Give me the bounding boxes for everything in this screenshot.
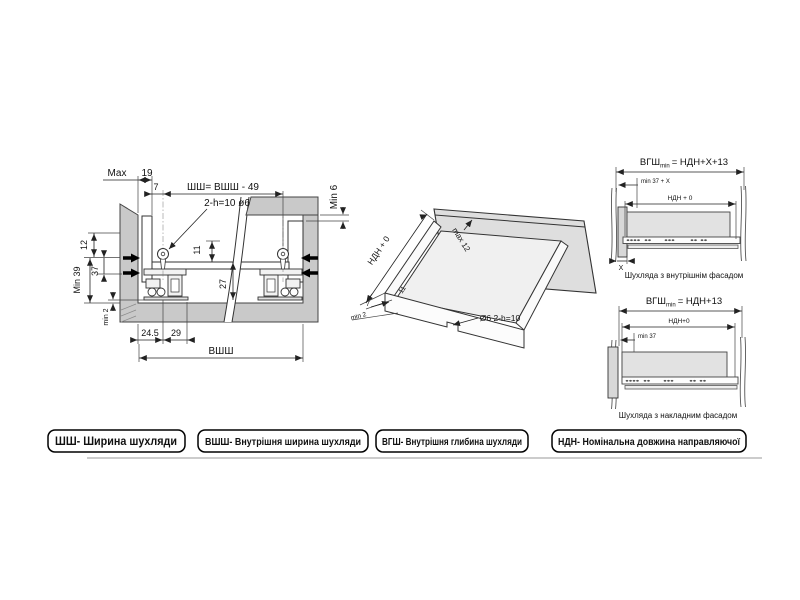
inner-facade-x: X bbox=[618, 265, 624, 272]
slide-member bbox=[628, 245, 738, 249]
inner-facade-length: НДН + 0 bbox=[667, 195, 693, 202]
legend bbox=[48, 430, 762, 458]
slide-assembly-right bbox=[258, 269, 302, 300]
holes-note: 2-h=10 ø6 bbox=[204, 198, 250, 209]
iso-dim-11: 11 bbox=[397, 285, 408, 296]
iso-dim-min2: min 2 bbox=[350, 311, 368, 322]
slide-rail bbox=[622, 377, 738, 384]
iso-length-label: НДН + 0 bbox=[365, 234, 392, 267]
drawer-body bbox=[627, 212, 730, 240]
dim-min39: Min 39 bbox=[72, 266, 82, 294]
dim-27: 27 bbox=[218, 278, 228, 290]
dim-min2: min 2 bbox=[103, 308, 110, 326]
dim-19: 19 bbox=[141, 168, 153, 179]
slide-member bbox=[625, 386, 737, 390]
cross-section-view bbox=[72, 168, 349, 362]
dim-max: Max bbox=[107, 168, 127, 179]
dim-29: 29 bbox=[170, 328, 182, 338]
inner-facade-offset: min 37 + X bbox=[641, 179, 670, 185]
legend-label-vshsh: ВШШ- Внутрішня ширина шухляди bbox=[205, 436, 361, 448]
top-panel bbox=[246, 197, 318, 215]
inner-facade-formula: $ВГШ_{min} = НДН+Х+13$ bbox=[639, 157, 729, 170]
legend-label-shsh: ШШ- Ширина шухляди bbox=[55, 436, 177, 448]
roller bbox=[148, 288, 156, 296]
overlay-facade-formula: $ВГШ_{min} = НДН+13$ bbox=[645, 296, 723, 309]
dim-37: 37 bbox=[90, 265, 100, 277]
isometric-view bbox=[350, 209, 596, 348]
slide-assembly-left bbox=[144, 269, 188, 300]
inner-facade-view bbox=[611, 157, 746, 280]
iso-holes-note: Ø6 2-h=10 bbox=[479, 313, 521, 323]
rail-holes bbox=[627, 239, 707, 241]
overlay-facade-panel bbox=[608, 347, 618, 398]
width-formula: ШШ= ВШШ - 49 bbox=[187, 182, 259, 193]
iso-dim-7: 7 bbox=[366, 301, 370, 308]
dim-11: 11 bbox=[192, 245, 202, 255]
inner-facade-caption: Шухляда з внутрішнім фасадом bbox=[624, 271, 744, 280]
dim-min6: Min 6 bbox=[329, 184, 340, 210]
overlay-facade-offset: min 37 bbox=[638, 334, 657, 340]
drawer-bottom-panel bbox=[152, 262, 289, 269]
dim-7: 7 bbox=[153, 182, 159, 192]
legend-label-vgsh: ВГШ- Внутрішня глибина шухляди bbox=[382, 436, 522, 448]
iso-overlap-label: max 12 bbox=[450, 226, 472, 254]
slide-rail bbox=[623, 237, 740, 244]
dim-12: 12 bbox=[79, 239, 89, 251]
dim-24-5: 24.5 bbox=[141, 328, 159, 338]
legend-label-ndn: НДН- Номінальна довжина направляючої bbox=[558, 437, 741, 448]
dim-vshsh: ВШШ bbox=[208, 346, 234, 357]
overlay-facade-caption: Шухляда з накладним фасадом bbox=[618, 411, 738, 420]
overlay-facade-length: НДН+0 bbox=[668, 318, 690, 325]
overlay-facade-view bbox=[608, 296, 746, 420]
inner-facade-panel bbox=[618, 207, 627, 257]
roller bbox=[157, 288, 165, 296]
rail-holes bbox=[626, 380, 706, 382]
